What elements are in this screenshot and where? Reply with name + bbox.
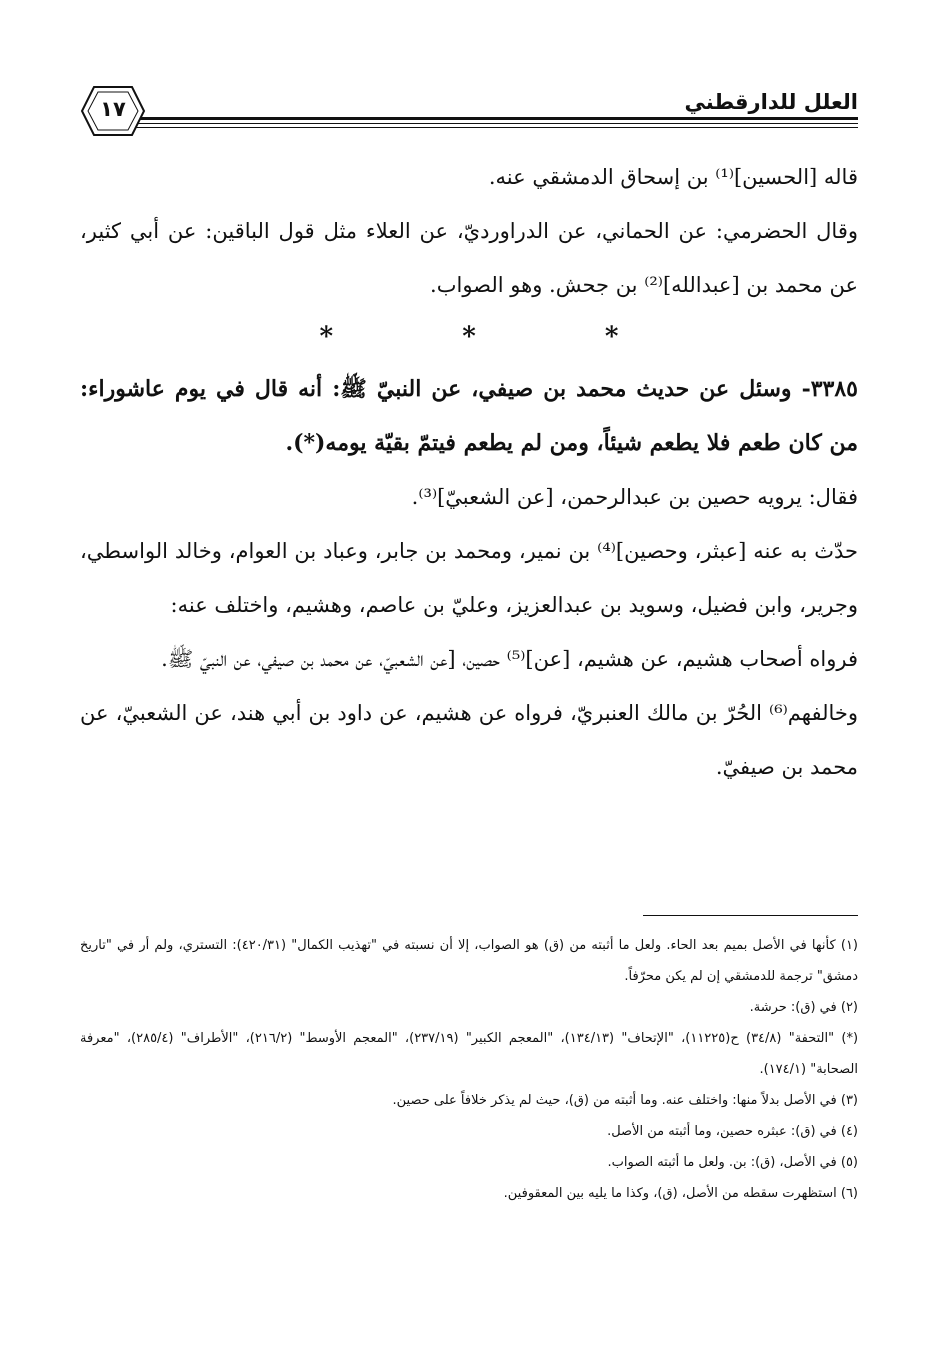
page-number: ١٧ [100, 97, 126, 121]
footnote: (*) "التحفة" (٣٤/٨) ح(١١٢٢٥)، "الإتحاف" (١٣٤/١٣)، "المعجم الكبير" (٢٣٧/١٩)، "المعجم الأوسط" (٢١٦/٢)، "الأطراف" (٢٨٥/٤)، "معرفة الصحابة" (١٧٤/١). [80, 1031, 859, 1077]
footnote: (٤) في (ق): عبثره حصين، وما أثبته من الأصل. [607, 1124, 858, 1139]
paragraph-4: حدّث به عنه [عبثر، وحصين]⁽⁴⁾ بن نمير، ومحمد بن جابر، وعباد بن العوام، وخالد الواسطي، وجرير، وابن فضيل، وسويد بن عبدالعزيز، وعليّ بن عاصم، وهشيم، واختلف عنه: [80, 539, 858, 617]
paragraph-6: وخالفهم⁽⁶⁾ الحُرّ بن مالك العنبريّ، فرواه عن هشيم، عن داود بن أبي هند، عن الشعبيّ، عن محمد بن صيفيّ. [80, 701, 858, 779]
paragraph-1: قاله [الحسين]⁽¹⁾ بن إسحاق الدمشقي عنه. [488, 165, 858, 189]
footnote: (٣) في الأصل بدلاً منها: واختلف عنه. وما أثبته من (ق)، حيث لم يذكر خلافاً على حصين. [392, 1093, 858, 1108]
section-separator: * * * [319, 322, 679, 352]
main-text [80, 150, 858, 794]
footnote: (٥) في الأصل، (ق): بن. ولعل ما أثبته الصواب. [607, 1155, 858, 1170]
paragraph-2: وقال الحضرمي: عن الحماني، عن الدراورديّ، عن العلاء مثل قول الباقين: عن أبي كثير، عن محمد بن [عبدالله]⁽²⁾ بن جحش. وهو الصواب. [80, 219, 858, 297]
footnote: (١) كأنها في الأصل بميم بعد الحاء. ولعل ما أثبته من (ق) هو الصواب، إلا أن نسبته في "تهذيب الكمال" (٤٢٠/٣١): التستري، ولم أر في "تاريخ دمشق" ترجمة للدمشقي إن لم يكن محرّفاً. [80, 938, 858, 984]
header-rule [120, 117, 858, 131]
page-number-badge [80, 84, 146, 138]
footnote: (٦) استظهرت سقطه من الأصل، (ق)، وكذا ما يليه بين المعقوفين. [503, 1186, 858, 1201]
footnote-rule [643, 915, 858, 916]
footnotes [80, 915, 858, 1209]
paragraph-3: فقال: يرويه حصين بن عبدالرحمن، [عن الشعبيّ]⁽³⁾. [411, 485, 858, 509]
running-header [80, 84, 858, 140]
book-title: العلل للدارقطني [684, 90, 858, 114]
footnote: (٢) في (ق): حرشة. [749, 1000, 858, 1015]
question-heading: ٣٣٨٥- وسئل عن حديث محمد بن صيفي، عن النبيّ ﷺ: أنه قال في يوم عاشوراء: من كان طعم فلا يطعم شيئاً، ومن لم يطعم فيتمّ بقيّة يومه(*). [80, 376, 858, 456]
paragraph-5: فرواه أصحاب هشيم، عن هشيم، [عن]⁽⁵⁾ حصين، [عن الشعبيّ، عن محمد بن صيفي، عن النبيّ ﷺ. [161, 647, 858, 671]
